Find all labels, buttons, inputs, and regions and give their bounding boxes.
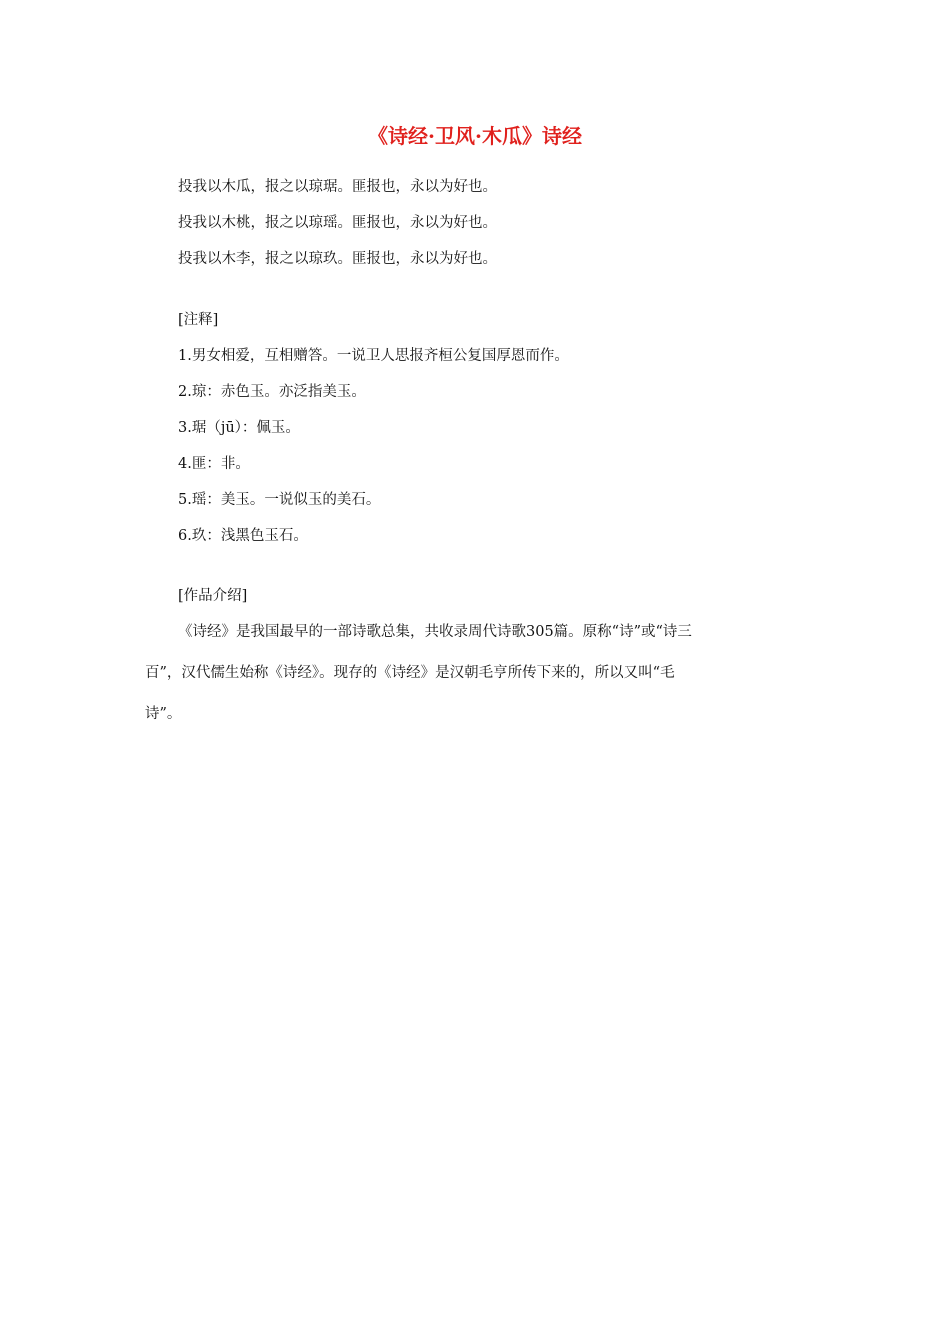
intro-text-line: 《诗经》是我国最早的一部诗歌总集，共收录周代诗歌305篇。原称“诗”或“诗三 xyxy=(178,624,692,640)
document-title: 《诗经·卫风·木瓜》诗经 xyxy=(368,124,582,148)
intro-text-line: 诗”。 xyxy=(145,706,182,722)
note-item: 5.瑶：美玉。一说似玉的美石。 xyxy=(178,492,381,508)
poem-line: 投我以木桃，报之以琼瑶。匪报也，永以为好也。 xyxy=(178,215,497,231)
note-item: 6.玖：浅黑色玉石。 xyxy=(178,528,308,544)
note-item: 1.男女相爱，互相赠答。一说卫人思报齐桓公复国厚恩而作。 xyxy=(178,348,569,364)
poem-line: 投我以木瓜，报之以琼琚。匪报也，永以为好也。 xyxy=(178,179,497,195)
note-item: 4.匪：非。 xyxy=(178,456,250,472)
poem-line: 投我以木李，报之以琼玖。匪报也，永以为好也。 xyxy=(178,251,497,267)
notes-heading: [注释] xyxy=(178,312,219,328)
intro-text-line: 百”，汉代儒生始称《诗经》。现存的《诗经》是汉朝毛亨所传下来的，所以又叫“毛 xyxy=(145,665,675,681)
note-item: 2.琼：赤色玉。亦泛指美玉。 xyxy=(178,384,366,400)
intro-heading: [作品介绍] xyxy=(178,588,248,604)
note-item: 3.琚（jū）：佩玉。 xyxy=(178,420,300,436)
